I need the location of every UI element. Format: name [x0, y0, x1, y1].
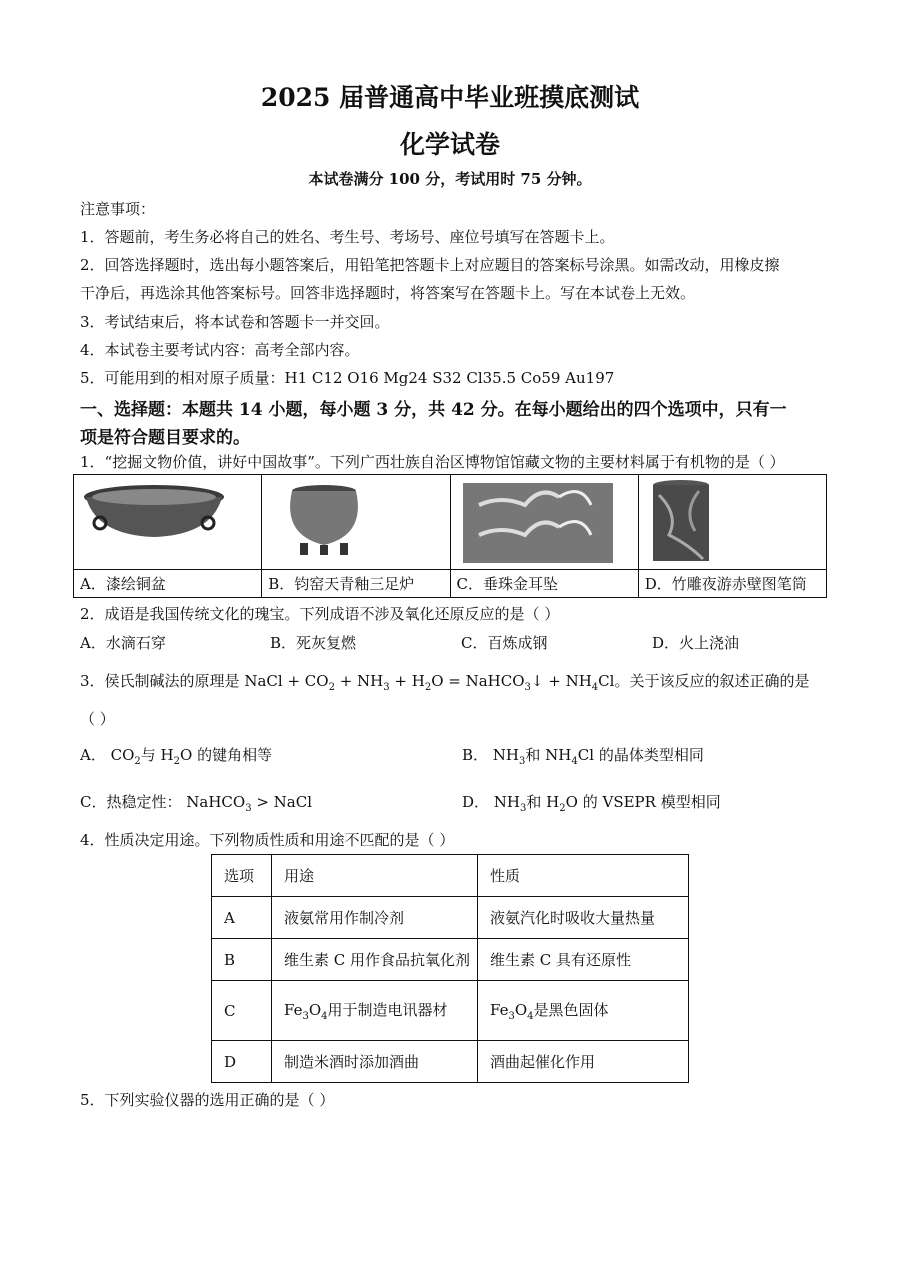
table-row: B 维生素 C 用作食品抗氧化剂 维生素 C 具有还原性 — [212, 939, 689, 981]
notice-item: 干净后，再选涂其他答案标号。回答非选择题时，将答案写在答题卡上。写在本试卷上无效。 — [80, 284, 696, 302]
table-row: C $Fe_3O_4$用于制造电讯器材 $Fe_3O_4$是黑色固体 — [212, 981, 689, 1041]
reaction-equation: NaCl + $CO_2 + NH_3 + H_2O$ = NaHCO$_3$↓ + $NH_4Cl$ — [244, 672, 615, 693]
notice-item: 5．可能用到的相对原子质量：H1 C12 O16 Mg24 S32 Cl35.5 Co59 Au197 — [80, 369, 615, 387]
stem-suffix: 。关于该反应的叙述正确的是 — [614, 672, 810, 690]
option-b: B． $NH_3$和 $NH_4Cl$ 的晶体类型相同 — [462, 746, 704, 767]
option-c: C．垂珠金耳坠 — [450, 570, 638, 598]
bamboo-brush-holder-image — [639, 475, 826, 569]
copper-basin-image — [74, 475, 261, 569]
exam-note: 本试卷满分 100 分，考试用时 75 分钟。 — [308, 170, 592, 188]
stem-prefix: 3．侯氏制碱法的原理是 — [80, 672, 240, 690]
question-2-stem: 2．成语是我国传统文化的瑰宝。下列成语不涉及氧化还原反应的是（ ） — [80, 605, 560, 623]
section-heading: 项是符合题目要求的。 — [80, 428, 250, 448]
notice-item: 3．考试结束后，将本试卷和答题卡一并交回。 — [80, 313, 390, 331]
option-d: D．火上浇油 — [652, 634, 740, 652]
option-a: A． $CO_2$与 $H_2O$ 的键角相等 — [80, 746, 273, 767]
option-d: D．竹雕夜游赤壁图笔筒 — [638, 570, 826, 598]
tripod-censer-image — [262, 475, 449, 569]
notice-heading: 注意事项： — [80, 200, 156, 218]
question-3-paren: （ ） — [80, 710, 115, 728]
table-row: D 制造米酒时添加酒曲 酒曲起催化作用 — [212, 1041, 689, 1083]
gold-earrings-image — [451, 475, 638, 569]
exam-subject: 化学试卷 — [399, 130, 500, 159]
exam-title: 2025 届普通高中毕业班摸底测试 — [260, 83, 640, 112]
notice-item: 1．答题前，考生务必将自己的姓名、考生号、考场号、座位号填写在答题卡上。 — [80, 228, 615, 246]
option-b: B．钧窑天青釉三足炉 — [262, 570, 450, 598]
option-a: A．水滴石穿 — [80, 634, 166, 652]
table-header: 性质 — [478, 855, 689, 897]
question-4-table — [211, 854, 689, 1083]
table-header: 用途 — [272, 855, 478, 897]
table-row: A 液氨常用作制冷剂 液氨汽化时吸收大量热量 — [212, 897, 689, 939]
option-c: C．百炼成钢 — [461, 634, 548, 652]
option-c: C．热稳定性： NaHCO$_3$ > NaCl — [80, 793, 313, 814]
option-b: B．死灰复燃 — [270, 634, 357, 652]
notice-item: 2．回答选择题时，选出每小题答案后，用铅笔把答题卡上对应题目的答案标号涂黑。如需改动，用橡皮擦 — [80, 256, 780, 274]
question-4-stem: 4．性质决定用途。下列物质性质和用途不匹配的是（ ） — [80, 831, 455, 849]
question-1-stem: 1．“挖掘文物价值，讲好中国故事”。下列广西壮族自治区博物馆馆藏文物的主要材料属于有机物的是（ ） — [80, 453, 785, 471]
question-3-stem — [80, 670, 809, 693]
option-d: D． $NH_3$和 $H_2O$ 的 VSEPR 模型相同 — [462, 793, 721, 814]
section-heading: 一、选择题：本题共 14 小题，每小题 3 分，共 42 分。在每小题给出的四个选项中，只有一 — [80, 400, 787, 420]
option-a: A．漆绘铜盆 — [74, 570, 262, 598]
question-1-options-table — [73, 474, 827, 598]
question-5-stem: 5．下列实验仪器的选用正确的是（ ） — [80, 1091, 335, 1109]
table-header: 选项 — [212, 855, 272, 897]
notice-item: 4．本试卷主要考试内容：高考全部内容。 — [80, 341, 360, 359]
